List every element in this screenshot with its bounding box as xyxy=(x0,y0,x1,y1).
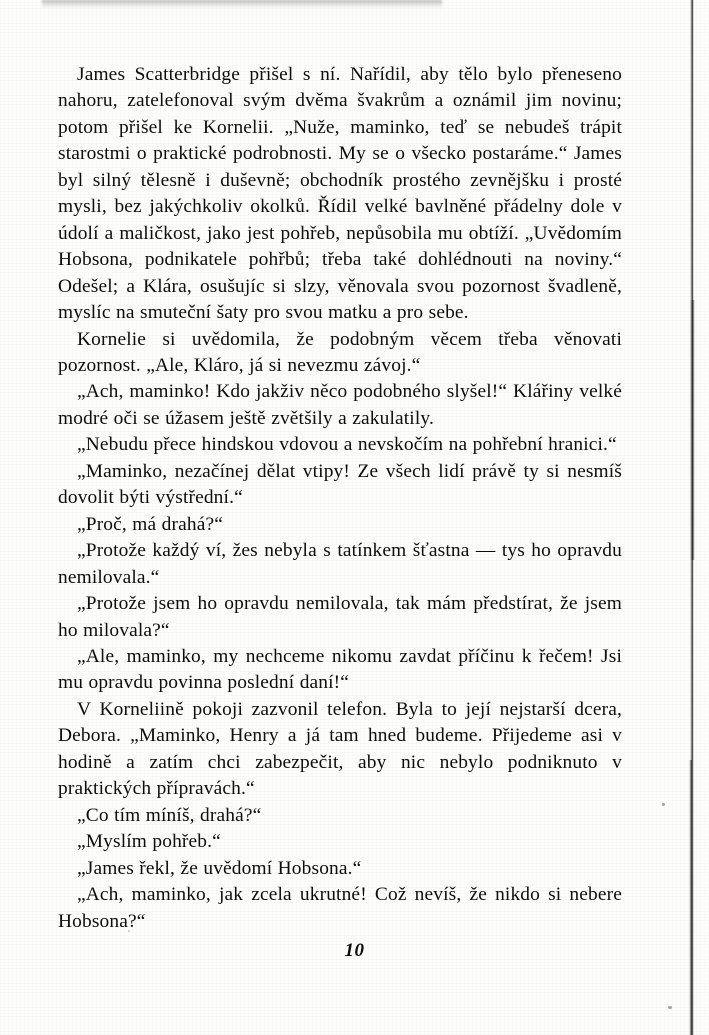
scan-top-smudge xyxy=(42,0,442,9)
page-number: 10 xyxy=(344,940,365,961)
paragraph: „Co tím míníš, drahá?“ xyxy=(77,804,262,826)
paragraph: „Ach, maminko, jak zcela ukrutné! Což nevíš, že nikdo si nebere Hobsona?“ xyxy=(58,884,622,932)
scan-right-edge-segment-middle xyxy=(690,300,695,560)
paragraph: Kornelie si uvědomila, že podobným věcem třeba věnovati pozornost. „Ale, Kláro, já si nevezmu závoj.“ xyxy=(58,328,622,376)
paragraph: „Proč, má drahá?“ xyxy=(77,513,224,535)
scan-right-edge-segment-lower xyxy=(689,760,693,1035)
paragraph: „Nebudu přece hindskou vdovou a nevskočím na pohřební hranici.“ xyxy=(77,434,617,456)
paragraph: „Protože každý ví, žes nebyla s tatínkem šťastna — tys ho opravdu nemilovala.“ xyxy=(58,540,622,588)
paragraph: V Korneliině pokoji zazvonil telefon. Byla to její nejstarší dcera, Debora. „Maminko, Henry a já tam hned budeme. Přijedeme asi v hodině a zatím chci zabezpečit, aby nic nebylo podniknuto v praktických přípravách.“ xyxy=(58,698,622,800)
dust-speck xyxy=(668,1006,672,1009)
paragraph: „Ach, maminko! Kdo jakživ něco podobného slyšel!“ Klářiny velké modré oči se úžasem ještě zvětšily a zakulatily. xyxy=(58,381,622,429)
body-text xyxy=(58,62,622,935)
dust-speck xyxy=(662,803,665,806)
scan-right-edge xyxy=(690,0,694,1035)
paragraph: „Maminko, nezačínej dělat vtipy! Ze všech lidí právě ty si nesmíš dovolit býti výstřední.“ xyxy=(58,460,622,509)
paragraph: „Protože jsem ho opravdu nemilovala, tak mám předstírat, že jsem ho milovala?“ xyxy=(58,593,622,641)
paragraph: „Myslím pohřeb.“ xyxy=(77,831,221,853)
paragraph: „Ale, maminko, my nechceme nikomu zavdat příčinu k řečem! Jsi mu opravdu povinna poslední daní!“ xyxy=(58,645,622,694)
paragraph: „James řekl, že uvědomí Hobsona.“ xyxy=(77,857,362,879)
paragraph: James Scatterbridge přišel s ní. Nařídil, aby tělo bylo přeneseno nahoru, zatelefonoval svým dvěma švakrům a oznámil jim novinu; potom přišel ke Kornelii. „Nuže, maminko, teď se nebudeš trápit starostmi o praktické podrobnosti. My se o všecko postaráme.“ James byl silný tělesně i duševně; obchodník prostého zevnějšku i prosté mysli, bez jakýchkoliv okolků. Řídil velké bavlněné přádelny dole v údolí a maličkost, jako jest pohřeb, nepůsobila mu obtíží. „Uvědomím Hobsona, podnikatele pohřbů; třeba také dohlédnouti na noviny.“ Odešel; a Klára, osušujíc si slzy, věnovala svou pozornost švadleně, myslíc na smuteční šaty pro svou matku a pro sebe. xyxy=(58,64,622,324)
